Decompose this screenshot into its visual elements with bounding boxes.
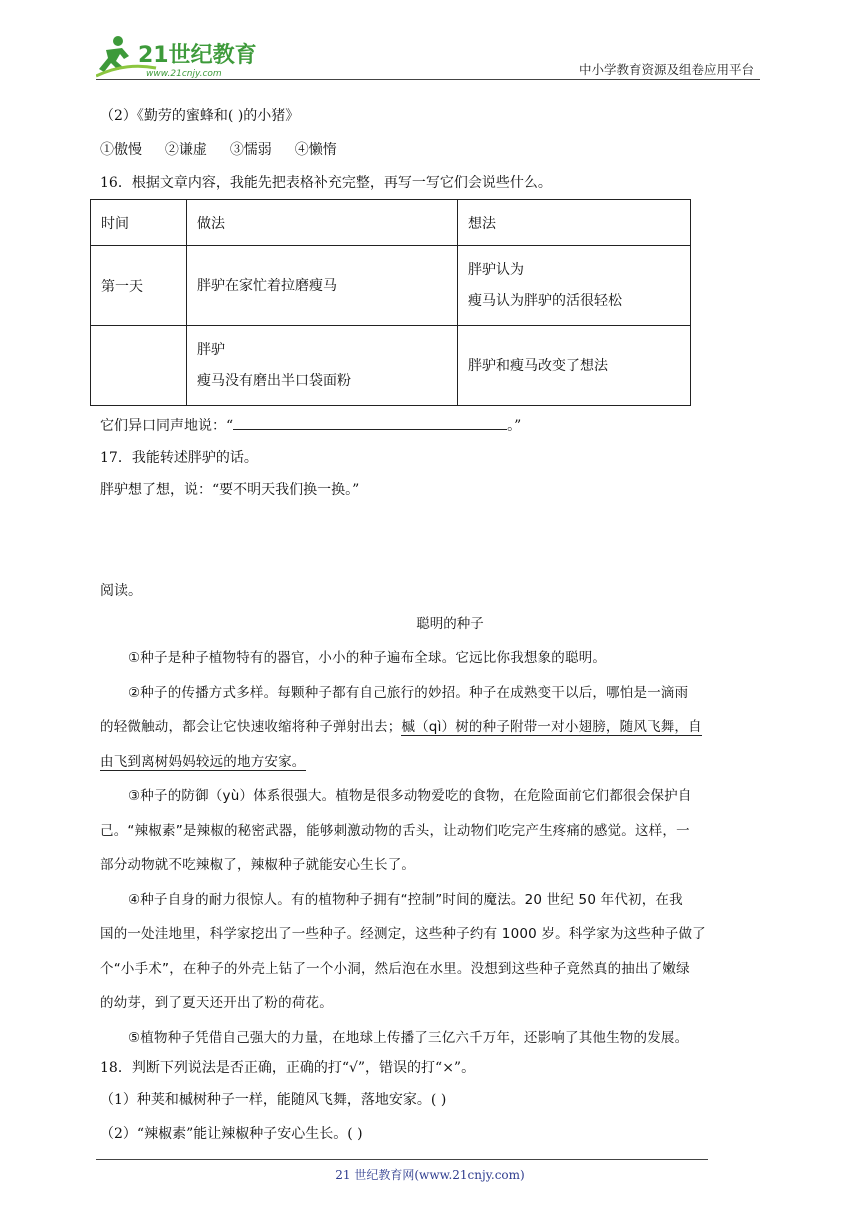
cell-time — [91, 326, 187, 406]
chorus-prefix: 它们异口同声地说：“ — [100, 418, 234, 434]
underlined-text: 由飞到离树妈妈较远的地方安家。 — [100, 753, 306, 770]
header-thought: 想法 — [458, 200, 691, 246]
platform-tagline: 中小学教育资源及组卷应用平台 — [578, 62, 754, 77]
q17-quote: 胖驴想了想，说：“要不明天我们换一换。” — [100, 482, 360, 498]
q17-prompt: 17．我能转述胖驴的话。 — [100, 450, 258, 466]
paragraph-2-line-3 — [100, 745, 762, 780]
paragraph-4-line-3: 个“小手术”，在种子的外壳上钻了一个小洞，然后泡在水里。没想到这些种子竟然真的抽出了嫩绿 — [100, 960, 690, 977]
paragraph-3-line-2: 己。“辣椒素”是辣椒的秘密武器，能够刺激动物的舌头，让动物们吃完产生疼痛的感觉。这样，一 — [100, 822, 690, 839]
paragraph-3-line-3: 部分动物就不吃辣椒了，辣椒种子就能安心生长了。 — [100, 857, 416, 873]
table-header-row — [91, 200, 691, 246]
footer-text: 21 世纪教育网(www.21cnjy.com) — [335, 1168, 525, 1182]
passage-title: 聪明的种子 — [416, 616, 484, 632]
q15-item2: （2）《勤劳的蜜蜂和( )的小猪》 — [100, 108, 300, 124]
paragraph-4-line-2: 国的一处洼地里，科学家挖出了一些种子。经测定，这些种子约有 1000 岁。科学家为这些种子做了 — [100, 926, 706, 942]
site-logo — [96, 32, 276, 82]
paragraph-4-line-4: 的幼芽，到了夏天还开出了粉的荷花。 — [100, 995, 333, 1011]
option-1: ①傲慢 — [100, 142, 142, 158]
q15-options — [100, 140, 337, 160]
chorus-suffix: 。” — [507, 418, 522, 434]
logo-url: www.21cnjy.com — [146, 69, 222, 79]
q18-item2: （2）“辣椒素”能让辣椒种子安心生长。( ) — [100, 1126, 363, 1142]
paragraph-5: ⑤植物种子凭借自己强大的力量，在地球上传播了三亿六千万年，还影响了其他生物的发展。 — [128, 1029, 689, 1046]
paragraph-3-line-1: ③种子的防御（yù）体系很强大。植物是很多动物爱吃的食物，在危险面前它们都很会保护自 — [128, 788, 692, 804]
q16-chorus — [100, 414, 521, 436]
paragraph-4-line-1: ④种子自身的耐力很惊人。有的植物种子拥有“控制”时间的魔法。20 世纪 50 年代初，在我 — [128, 891, 683, 908]
header-time: 时间 — [91, 200, 187, 246]
header-divider — [96, 79, 760, 80]
paragraph-1: ①种子是种子植物特有的器官，小小的种子遍布全球。它远比你我想象的聪明。 — [128, 650, 607, 666]
underlined-text: 槭（qì）树的种子附带一对小翅膀，随风飞舞，自 — [401, 719, 702, 735]
cell-thought: 胖驴和瘦马改变了想法 — [458, 326, 691, 406]
logo-text: 21世纪教育 — [138, 43, 257, 68]
q16-table — [90, 199, 691, 406]
option-4: ④懒惰 — [294, 142, 337, 158]
q18-item1: （1）种荚和槭树种子一样，能随风飞舞，落地安家。( ) — [100, 1092, 447, 1108]
table-row — [91, 246, 691, 326]
paragraph-2-line-2: 的轻微触动，都会让它快速收缩将种子弹射出去；槭（qì）树的种子附带一对小翅膀，随风飞舞，自 — [100, 719, 702, 735]
cell-time: 第一天 — [91, 246, 187, 326]
cell-action: 胖驴在家忙着拉磨瘦马 — [187, 246, 458, 326]
option-3: ③懦弱 — [229, 142, 272, 158]
header-action: 做法 — [187, 200, 458, 246]
cell-action: 胖驴 瘦马没有磨出半口袋面粉 — [187, 326, 458, 406]
footer-divider — [96, 1159, 708, 1160]
paragraph-2-line-1: ②种子的传播方式多样。每颗种子都有自己旅行的妙招。种子在成熟变干以后，哪怕是一滴雨 — [128, 684, 689, 701]
q18-prompt: 18．判断下列说法是否正确，正确的打“√”，错误的打“×”。 — [100, 1060, 476, 1076]
passage-body — [100, 641, 762, 1055]
table-row — [91, 326, 691, 406]
reading-label: 阅读。 — [100, 583, 142, 599]
q16-prompt: 16．根据文章内容，我能先把表格补充完整，再写一写它们会说些什么。 — [100, 175, 552, 191]
answer-blank[interactable] — [233, 414, 507, 430]
cell-thought: 胖驴认为 瘦马认为胖驴的活很轻松 — [458, 246, 691, 326]
option-2: ②谦虚 — [164, 142, 207, 158]
